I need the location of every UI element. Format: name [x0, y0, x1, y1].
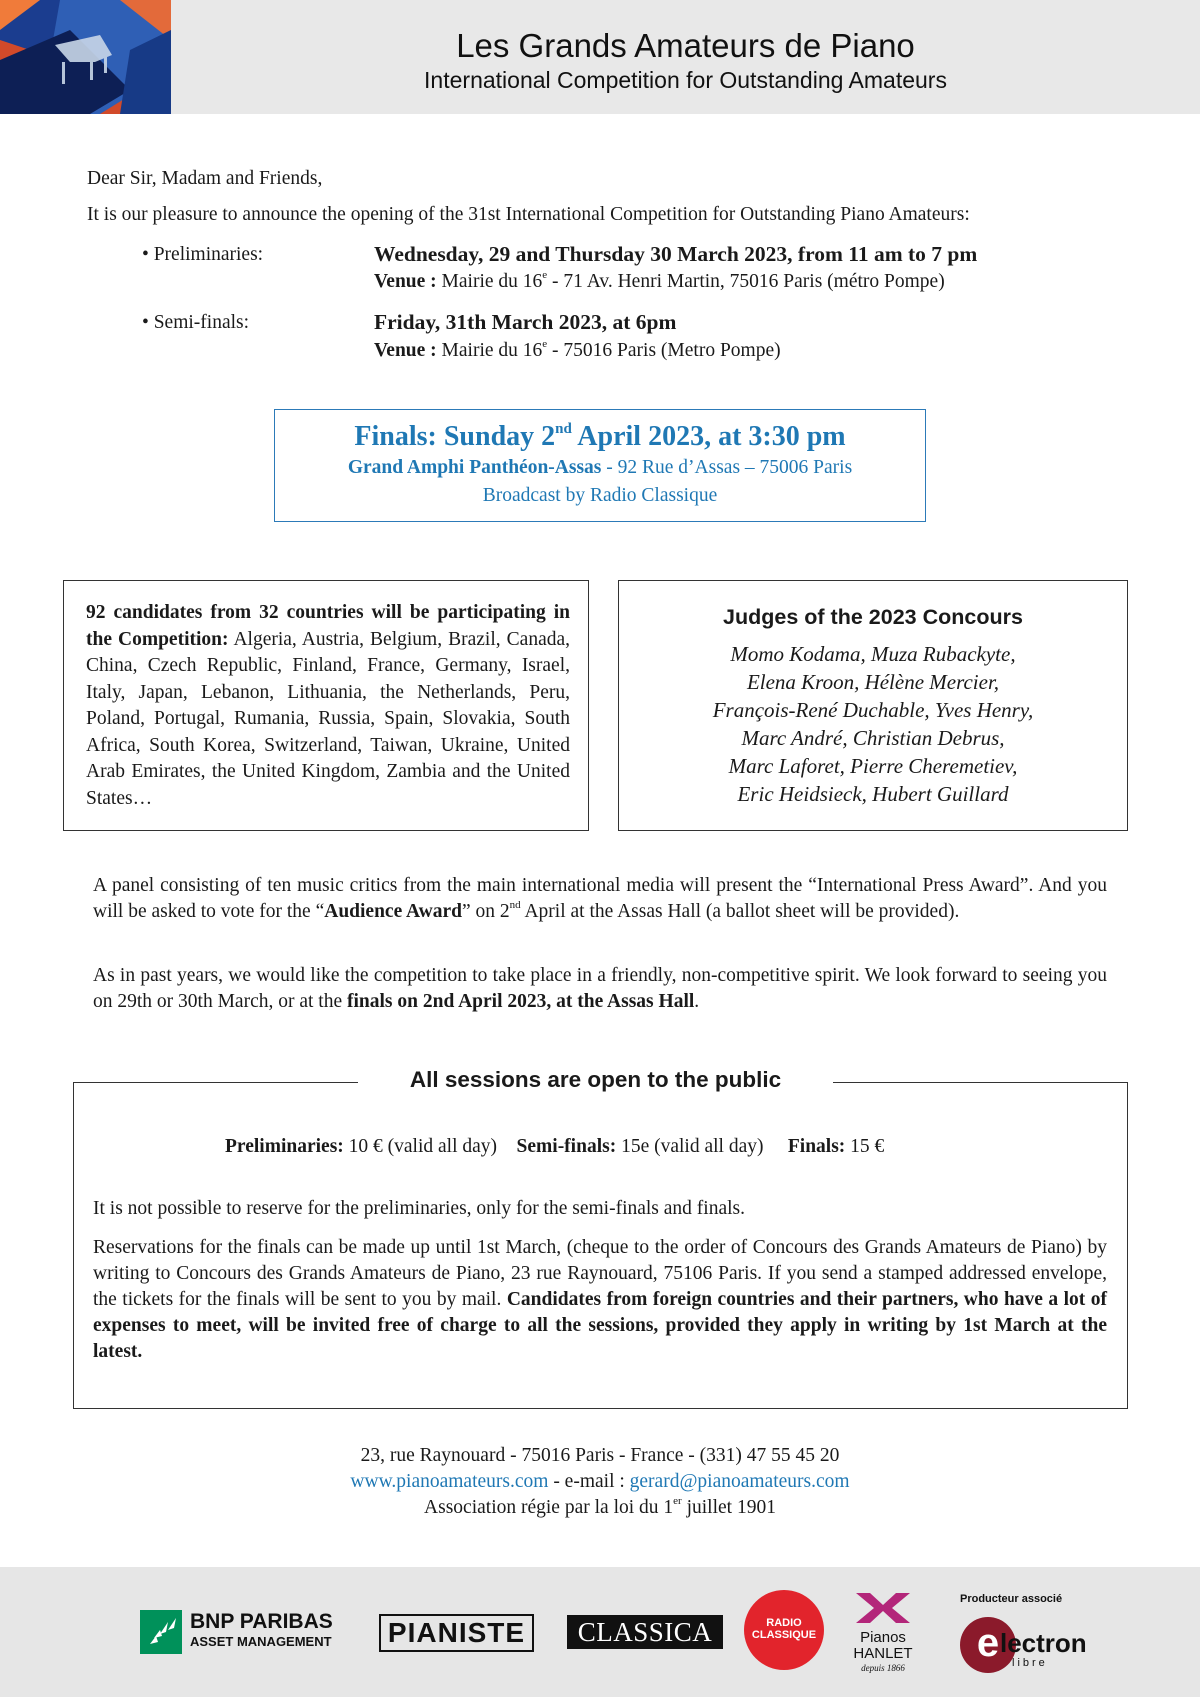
website-link[interactable]: www.pianoamateurs.com: [350, 1471, 549, 1492]
electron-name: lectron: [1000, 1628, 1087, 1658]
price-value: 15e (valid all day): [616, 1136, 764, 1157]
contact-address: 23, rue Raynouard - 75016 Paris - France - (331) 47 55 45 20: [360, 1445, 840, 1466]
countries-box: [63, 580, 589, 831]
price-label: Semi-finals:: [516, 1136, 617, 1157]
foreign-candidates-text: Candidates from foreign countries and their partners, who have a lot of expenses to meet, will be invited free of charge to all the sessions, provided they apply in writing by 1st March at the latest.: [93, 1289, 1107, 1362]
preliminaries-label: • Preliminaries:: [142, 244, 264, 265]
hanlet-since: depuis 1866: [861, 1663, 905, 1673]
paragraph-text: .: [694, 991, 700, 1012]
spirit-paragraph: [93, 963, 1107, 1015]
venue-text: - 71 Av. Henri Martin, 75016 Paris (métro Pompe): [547, 271, 945, 292]
reservation-note: It is not possible to reserve for the preliminaries, only for the semi-finals and finals.: [93, 1198, 746, 1219]
electron-libre-logo: [950, 1593, 1087, 1693]
electron-e: e: [976, 1621, 1000, 1665]
association-text: Association régie par la loi du 1: [424, 1497, 674, 1518]
semifinals-label: • Semi-finals:: [142, 312, 250, 333]
reservation-text: Reservations for the finals can be made up until 1st March, (cheque to the order of Concours des Grands Amateurs de Piano) by writing to Concours des Grands Amateurs de Piano, 23 rue Raynouard, 75106 Paris. If you send a stamped addressed envelope, the tickets for the finals will be sent to you by mail.: [93, 1237, 1107, 1310]
piano-artwork-image: [0, 0, 171, 114]
countries-text: [86, 600, 570, 812]
announcement: It is our pleasure to announce the opening of the 31st International Competition for Outstanding Piano Amateurs:: [87, 204, 970, 225]
finals-box: [274, 409, 926, 522]
classica-text: CLASSICA: [577, 1617, 713, 1647]
hanlet-pianos: Pianos: [860, 1629, 906, 1646]
pianos-hanlet-logo: [848, 1591, 918, 1687]
paragraph-text: ” on 2: [462, 901, 510, 922]
contact-web-email: [0, 1469, 1200, 1495]
judges-line: Eric Heidsieck, Hubert Guillard: [737, 782, 1009, 806]
pianiste-logo: [379, 1614, 534, 1652]
venue-sup: e: [542, 337, 548, 350]
countries-lead: 92 candidates from 32 countries will be participating in the Competition:: [86, 602, 570, 650]
price-value: 10 € (valid all day): [343, 1136, 498, 1157]
venue-sup: e: [542, 268, 548, 281]
bnp-subname: ASSET MANAGEMENT: [190, 1634, 332, 1649]
bnp-paribas-logo: [140, 1610, 350, 1654]
semifinals-date: Friday, 31th March 2023, at 6pm: [374, 310, 677, 334]
classique-text: CLASSIQUE: [751, 1629, 817, 1641]
finals-venue: [275, 454, 925, 482]
paragraph-text: April at the Assas Hall (a ballot sheet will be provided).: [520, 901, 960, 922]
judges-line: Marc Laforet, Pierre Cheremetiev,: [728, 754, 1018, 778]
finals-broadcast: Broadcast by Radio Classique: [482, 485, 718, 506]
countries-list: Algeria, Austria, Belgium, Brazil, Canada, China, Czech Republic, Finland, France, Germany, Israel, Italy, Japan, Lebanon, Lithuania, the Netherlands, Peru, Poland, Portugal, Rumania, Russia, Spain, Slovakia, South Africa, South Korea, Switzerland, Taiwan, Ukraine, United Arab Emirates, the United Kingdom, Zambia and the United States…: [86, 628, 571, 809]
page-title: Les Grands Amateurs de Piano: [456, 27, 915, 64]
price-value: 15 €: [845, 1136, 885, 1157]
finals-title-text: April 2023, at 3:30 pm: [571, 421, 846, 452]
venue-text: Mairie du 16: [436, 340, 543, 361]
preliminaries-venue: [374, 268, 945, 293]
press-award-paragraph: [93, 873, 1107, 925]
hanlet-name: HANLET: [853, 1645, 913, 1662]
email-link[interactable]: gerard@pianoamateurs.com: [629, 1471, 850, 1492]
page-subtitle: International Competition for Outstanding Amateurs: [424, 67, 947, 93]
judges-line: François-René Duchable, Yves Henry,: [712, 698, 1034, 722]
association-note: [0, 1495, 1200, 1521]
venue-label: Venue :: [374, 340, 437, 361]
association-sup: er: [673, 1494, 682, 1507]
electron-sub: libre: [1012, 1657, 1048, 1669]
bnp-star-icon: [140, 1610, 182, 1654]
judges-list: [619, 640, 1127, 808]
pianiste-text: PIANISTE: [387, 1617, 526, 1648]
paragraph-text: A panel consisting of ten music critics from the main international media will present the “International Press Award”. And you will be asked to vote for the “: [93, 875, 1107, 922]
finals-date-text: finals on 2nd April 2023, at the Assas Hall: [347, 991, 695, 1012]
venue-label: Venue :: [374, 271, 437, 292]
email-label: - e-mail :: [548, 1471, 630, 1492]
preliminaries-date: Wednesday, 29 and Thursday 30 March 2023, from 11 am to 7 pm: [374, 242, 978, 266]
price-label: Finals:: [787, 1136, 846, 1157]
greeting: Dear Sir, Madam and Friends,: [87, 168, 323, 189]
judges-line: Elena Kroon, Hélène Mercier,: [746, 670, 1000, 694]
venue-text: - 75016 Paris (Metro Pompe): [547, 340, 781, 361]
ticket-prices: [225, 1134, 884, 1160]
finals-venue-address: - 92 Rue d’Assas – 75006 Paris: [601, 457, 853, 478]
association-text: juillet 1901: [681, 1497, 776, 1518]
audience-award-text: Audience Award: [324, 901, 463, 922]
judges-line: Momo Kodama, Muza Rubackyte,: [730, 642, 1016, 666]
judges-box: [618, 580, 1128, 831]
finals-title-sup: nd: [555, 420, 572, 437]
reservation-details: [93, 1235, 1107, 1365]
electron-header: Producteur associé: [960, 1593, 1063, 1605]
paragraph-text: As in past years, we would like the competition to take place in a friendly, non-competitive spirit. We look forward to seeing you on 29th or 30th March, or at the: [93, 965, 1107, 1012]
paragraph-sup: nd: [509, 898, 521, 911]
sponsors-footer: [0, 1567, 1200, 1697]
semifinals-venue: [374, 337, 781, 362]
public-sessions-title: All sessions are open to the public: [358, 1065, 833, 1095]
hanlet-emblem-icon: [852, 1591, 914, 1625]
bnp-name: BNP PARIBAS: [190, 1610, 333, 1633]
price-label: Preliminaries:: [225, 1136, 344, 1157]
finals-title: [275, 420, 925, 454]
venue-text: Mairie du 16: [436, 271, 543, 292]
judges-line: Marc André, Christian Debrus,: [741, 726, 1005, 750]
finals-venue-name: Grand Amphi Panthéon-Assas: [347, 457, 602, 478]
radio-text: RADIO: [766, 1617, 802, 1629]
radio-classique-logo: [744, 1590, 824, 1670]
finals-title-text: Finals: Sunday 2: [354, 421, 556, 452]
classica-logo: [567, 1615, 723, 1649]
judges-title: Judges of the 2023 Concours: [723, 605, 1023, 629]
